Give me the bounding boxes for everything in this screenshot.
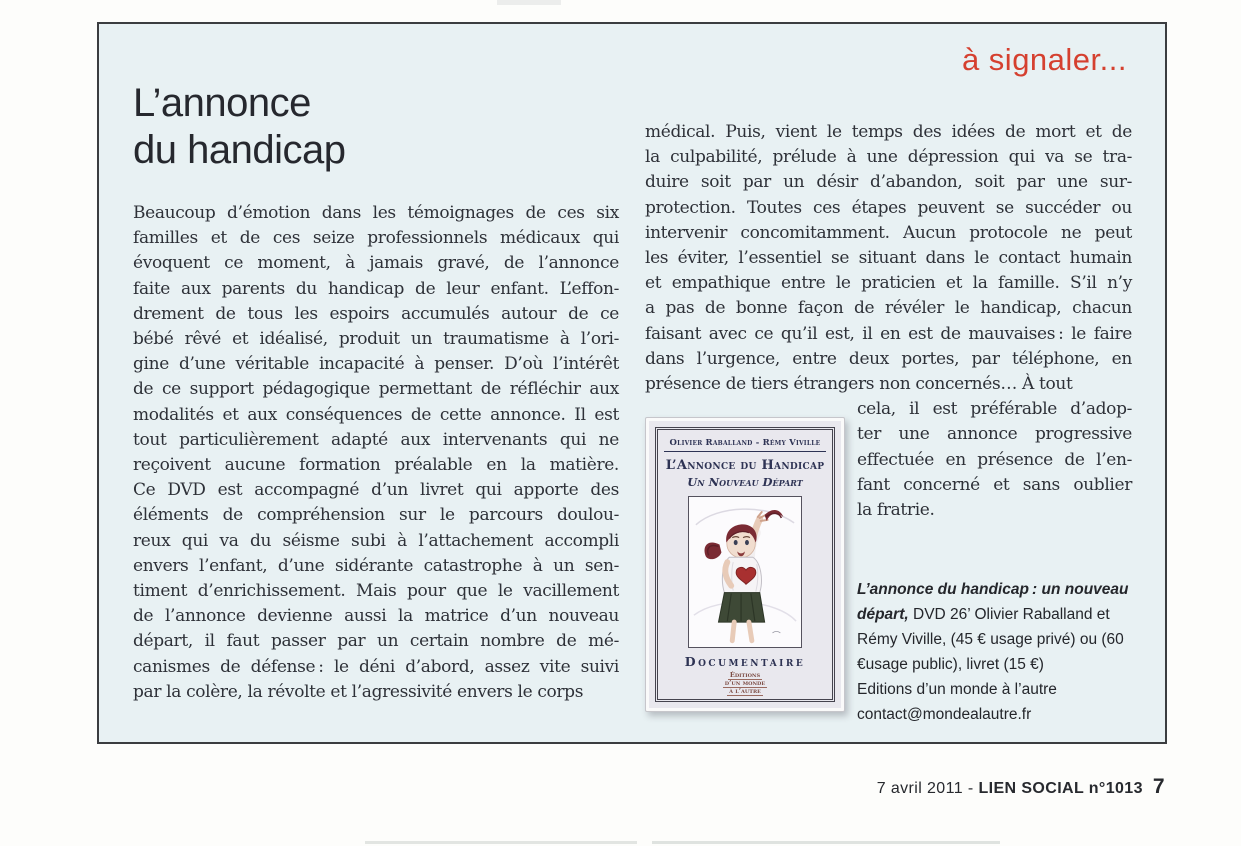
footer-date: 7 avril 2011 -: [876, 780, 979, 797]
dvd-caption: [857, 577, 1132, 727]
dvd-caption-publisher: Editions d’un monde à l’autre: [857, 681, 1057, 699]
dvd-cover-image: [645, 417, 845, 712]
dvd-cover-rule: [664, 451, 826, 452]
scan-artifact-bottom-left: [365, 841, 637, 844]
article-title-line2: du handicap: [133, 128, 346, 172]
dvd-caption-paragraph: [857, 577, 1132, 677]
dvd-cover-genre: Documentaire: [684, 654, 806, 670]
right-column-text: médical. Puis, vient le temps des idées de mort et de la culpabilité, prélude à une dépression qui va se tra- duire soit par un désir d’abandon, soit par une sur- protection. Toutes ces étapes peuvent se succéder ou intervenir concomitamment. Aucun protocole ne peut les éviter, l’essentiel se situant dans le contact humain et empathique entre le praticien et la famille. S’il n’y a pas de bonne façon de révéler le handicap, chacun faisant avec ce qu’il est, il en est de mauvaises : le faire dans l’urgence, entre deux portes, par téléphone, en présence de tiers étrangers non concernés… À tout: [645, 122, 1132, 395]
footer-page-number: 7: [1152, 775, 1165, 798]
article-panel: [97, 22, 1167, 744]
dvd-cover-frame: [655, 427, 835, 702]
publisher-line3: à l’autre: [729, 687, 761, 696]
wrap-column-text: cela, il est préférable d’adop- ter une annonce progressive effectuée en présence de l’en- fant concerné et sans oublier la fratrie.: [857, 399, 1132, 521]
scan-artifact-bottom-right: [652, 841, 1000, 844]
left-column-text: Beaucoup d’émotion dans les témoignages de ces six familles et de ces seize professionnels médicaux qui évoquent ce moment, à jamais gravé, de l’annonce faite aux parents du handicap de leur enfant. L’effon- drement de tous les espoirs accumulés autour de ce bébé rêvé et idéalisé, produit un traumatisme à l’ori- gine d’une véritable incapacité à penser. D’où l’intérêt de ce support pédagogique permettant de réfléchir aux modalités et aux conséquences de cette annonce. Il est tout particulièrement adapté aux intervenants qui ne reçoivent aucune formation préalable en la matière. Ce DVD est accompagné d’un livret qui apporte des éléments de compréhension sur le parcours doulou- reux qui va du séisme subi à l’attachement accompli envers l’enfant, d’une sidérante catastrophe à un sen- timent d’enrichissement. Mais pour que le vacillement de l’annonce devienne aussi la matrice d’un nouveau départ, il faut passer par un certain nombre de mé- canismes de défense : le déni d’abord, assez vite suivi par la colère, la révolte et l’agressivité envers le corps: [133, 203, 619, 702]
scan-artifact-top: [497, 0, 561, 5]
article-title-line1: L’annonce: [133, 81, 311, 125]
article-title: [133, 80, 345, 174]
publisher-line2: d’un monde: [724, 679, 766, 688]
dvd-cover-publisher-logo: [658, 672, 832, 696]
wrap-area: [645, 397, 1132, 727]
dvd-caption-title: L’annonce du handicap : un nouveau départ,: [857, 581, 1129, 624]
dvd-cover-subtitle: Un Nouveau Départ: [687, 475, 803, 490]
publisher-line1: Éditions: [729, 671, 761, 680]
dvd-cover-title: L’Annonce du Handicap: [665, 458, 825, 474]
dvd-cover-illustration: [688, 496, 802, 648]
dvd-cover-authors: Olivier Raballand - Rémy Viville: [669, 438, 821, 449]
page-footer: [877, 775, 1165, 799]
girl-illustration: [690, 497, 800, 645]
dvd-cover: [649, 421, 841, 708]
footer-magazine-issue: LIEN SOCIAL n°1013: [978, 780, 1143, 797]
section-label: à signaler...: [961, 42, 1127, 77]
right-column: [645, 120, 1132, 727]
dvd-caption-details: DVD 26’ Olivier Raballand et Rémy Viville, (45 € usage privé) ou (60 €usage public), livret (15 €): [857, 606, 1124, 674]
dvd-caption-contact: contact@mondealautre.fr: [857, 706, 1032, 724]
